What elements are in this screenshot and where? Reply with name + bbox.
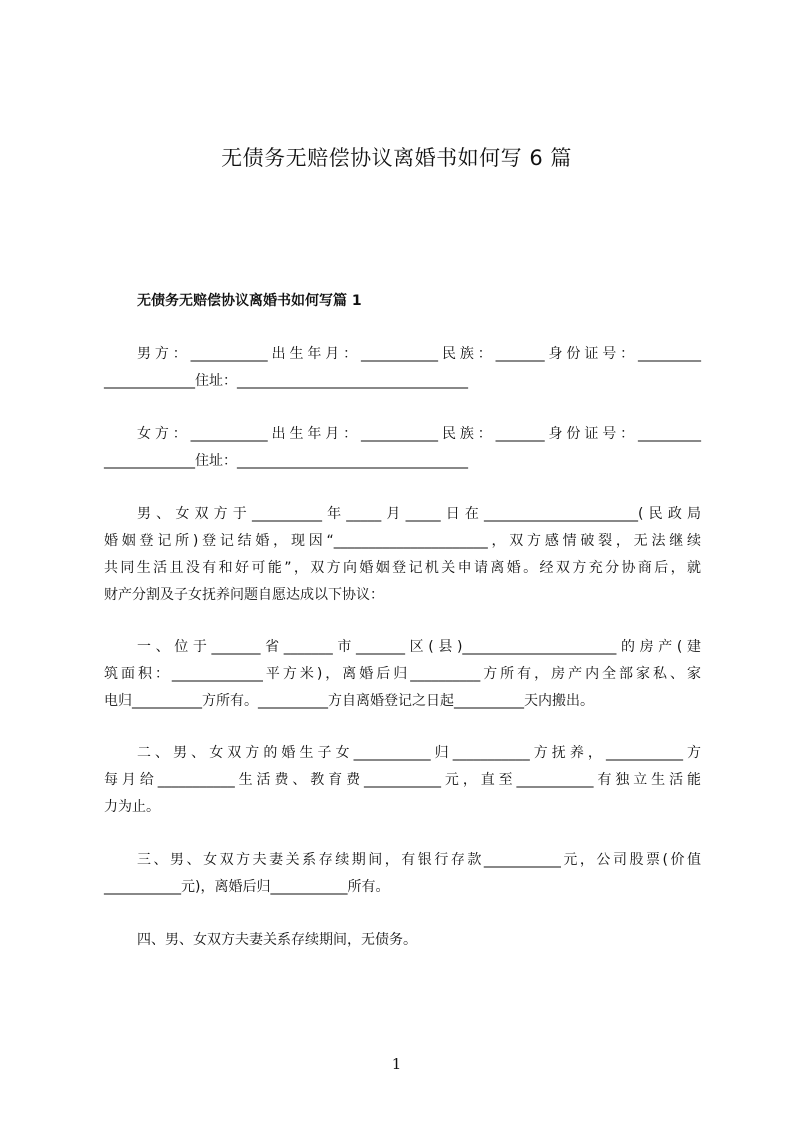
page-number: 1 xyxy=(391,1055,402,1073)
paragraph-line: 每月给___________生活费、教育费___________元，直至___________有独立生活能 xyxy=(104,772,701,788)
paragraph-clause-property xyxy=(104,634,701,715)
paragraph-line: _____________住址：_________________________________ xyxy=(104,373,468,389)
paragraph-clause-debts xyxy=(104,927,701,954)
paragraph-line: 二、男、女双方的婚生子女___________归___________方抚养，___________方 xyxy=(137,745,701,761)
paragraph-line: 婚姻登记所)登记结婚，现因“______________________，双方感情破裂，无法继续 xyxy=(104,533,701,549)
paragraph-line: 男、女双方于__________年_____月_____日在______________________(民政局 xyxy=(137,506,701,522)
paragraph-line: 电归__________方所有。__________方自离婚登记之日起__________天内搬出。 xyxy=(104,693,594,709)
paragraph-female-party-info xyxy=(104,421,701,475)
paragraph-line: 财产分割及子女抚养问题自愿达成以下协议： xyxy=(104,587,384,603)
paragraph-line: 力为止。 xyxy=(104,799,160,815)
paragraph-line: _____________住址：_________________________________ xyxy=(104,453,468,469)
paragraph-line: 男方：___________出生年月：___________民族：_______身份证号：_________ xyxy=(137,346,701,362)
document-title: 无债务无赔偿协议离婚书如何写 6 篇 xyxy=(221,146,572,170)
paragraph-clause-assets xyxy=(104,847,701,901)
paragraph-line: 四、男、女双方夫妻关系存续期间，无债务。 xyxy=(137,932,417,948)
paragraph-marriage-statement xyxy=(104,501,701,609)
paragraph-male-party-info xyxy=(104,341,701,395)
paragraph-line: 一、位于_______省_______市_______区(县)______________________的房产(建 xyxy=(137,639,701,655)
paragraph-line: 筑面积：_____________平方米)，离婚后归__________方所有，房产内全部家私、家 xyxy=(104,666,701,682)
paragraph-clause-children xyxy=(104,740,701,821)
paragraph-line: 共同生活且没有和好可能”，双方向婚姻登记机关申请离婚。经双方充分协商后，就 xyxy=(104,560,701,576)
paragraph-line: ___________元)，离婚后归___________所有。 xyxy=(104,879,390,895)
paragraph-line: 女方：___________出生年月：___________民族：_______身份证号：_________ xyxy=(137,426,701,442)
section-heading: 无债务无赔偿协议离婚书如何写篇 1 xyxy=(137,293,362,309)
paragraph-line: 三、男、女双方夫妻关系存续期间，有银行存款___________元，公司股票(价值 xyxy=(137,852,701,868)
